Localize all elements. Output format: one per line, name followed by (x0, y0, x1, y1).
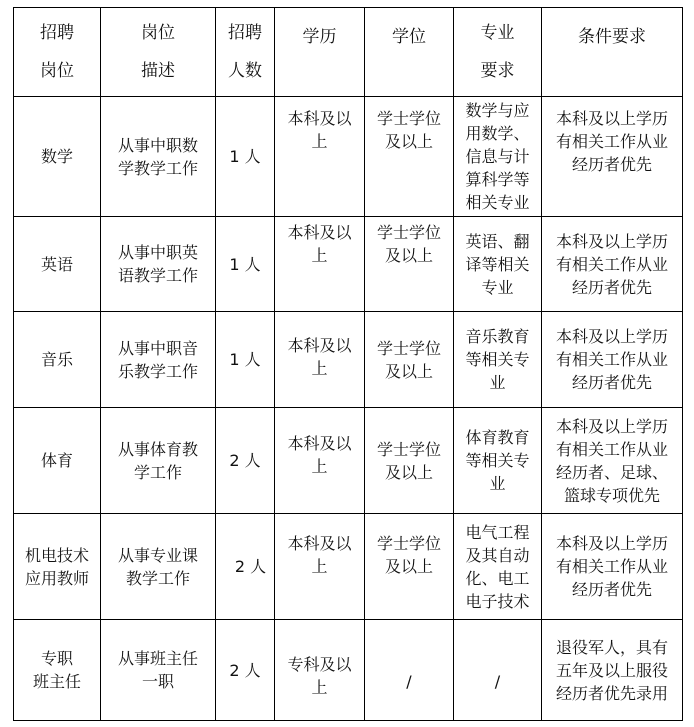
cell-degree: 学士学位 及以上 (365, 217, 454, 312)
table-row (14, 217, 683, 312)
cell-description: 从事中职数 学教学工作 (101, 97, 216, 217)
cell-education: 专科及以 上 (275, 620, 365, 721)
cell-education: 本科及以 上 (275, 312, 365, 408)
cell-education: 本科及以 上 (275, 217, 365, 312)
cell-degree: / (365, 620, 454, 721)
cell-conditions: 本科及以上学历 有相关工作从业 经历者优先 (542, 97, 683, 217)
cell-description: 从事中职音 乐教学工作 (101, 312, 216, 408)
cell-education: 本科及以 上 (275, 97, 365, 217)
cell-major: / (454, 620, 542, 721)
cell-conditions: 本科及以上学历 有相关工作从业 经历者优先 (542, 514, 683, 620)
header-degree: 学位 (365, 8, 454, 97)
cell-position: 英语 (14, 217, 101, 312)
cell-conditions: 本科及以上学历 有相关工作从业 经历者优先 (542, 312, 683, 408)
cell-major: 音乐教育 等相关专 业 (454, 312, 542, 408)
header-education: 学历 (275, 8, 365, 97)
cell-education: 本科及以 上 (275, 514, 365, 620)
cell-degree: 学士学位 及以上 (365, 97, 454, 217)
cell-degree: 学士学位 及以上 (365, 514, 454, 620)
cell-position: 专职 班主任 (14, 620, 101, 721)
cell-count: 1 人 (216, 217, 275, 312)
header-row (14, 8, 683, 97)
header-count: 招聘 人数 (216, 8, 275, 97)
cell-position: 机电技术 应用教师 (14, 514, 101, 620)
cell-description: 从事班主任 一职 (101, 620, 216, 721)
cell-major: 电气工程 及其自动 化、电工 电子技术 (454, 514, 542, 620)
cell-count: 2 人 (216, 514, 275, 620)
table-row (14, 408, 683, 514)
table-row (14, 312, 683, 408)
cell-conditions: 本科及以上学历 有相关工作从业 经历者、足球、 篮球专项优先 (542, 408, 683, 514)
cell-description: 从事专业课 教学工作 (101, 514, 216, 620)
cell-position: 音乐 (14, 312, 101, 408)
header-major: 专业 要求 (454, 8, 542, 97)
header-position: 招聘 岗位 (14, 8, 101, 97)
cell-position: 数学 (14, 97, 101, 217)
cell-degree: 学士学位 及以上 (365, 408, 454, 514)
cell-education: 本科及以 上 (275, 408, 365, 514)
cell-description: 从事体育教 学工作 (101, 408, 216, 514)
cell-description: 从事中职英 语教学工作 (101, 217, 216, 312)
cell-count: 1 人 (216, 97, 275, 217)
recruitment-table (13, 7, 683, 721)
cell-count: 1 人 (216, 312, 275, 408)
cell-position: 体育 (14, 408, 101, 514)
header-description: 岗位 描述 (101, 8, 216, 97)
table-row (14, 97, 683, 217)
table-row (14, 620, 683, 721)
cell-count: 2 人 (216, 408, 275, 514)
header-conditions: 条件要求 (542, 8, 683, 97)
cell-major: 英语、翻 译等相关 专业 (454, 217, 542, 312)
cell-major: 数学与应 用数学、 信息与计 算科学等 相关专业 (454, 97, 542, 217)
cell-degree: 学士学位 及以上 (365, 312, 454, 408)
cell-count: 2 人 (216, 620, 275, 721)
table-row (14, 514, 683, 620)
cell-conditions: 本科及以上学历 有相关工作从业 经历者优先 (542, 217, 683, 312)
cell-conditions: 退役军人，具有 五年及以上服役 经历者优先录用 (542, 620, 683, 721)
cell-major: 体育教育 等相关专 业 (454, 408, 542, 514)
